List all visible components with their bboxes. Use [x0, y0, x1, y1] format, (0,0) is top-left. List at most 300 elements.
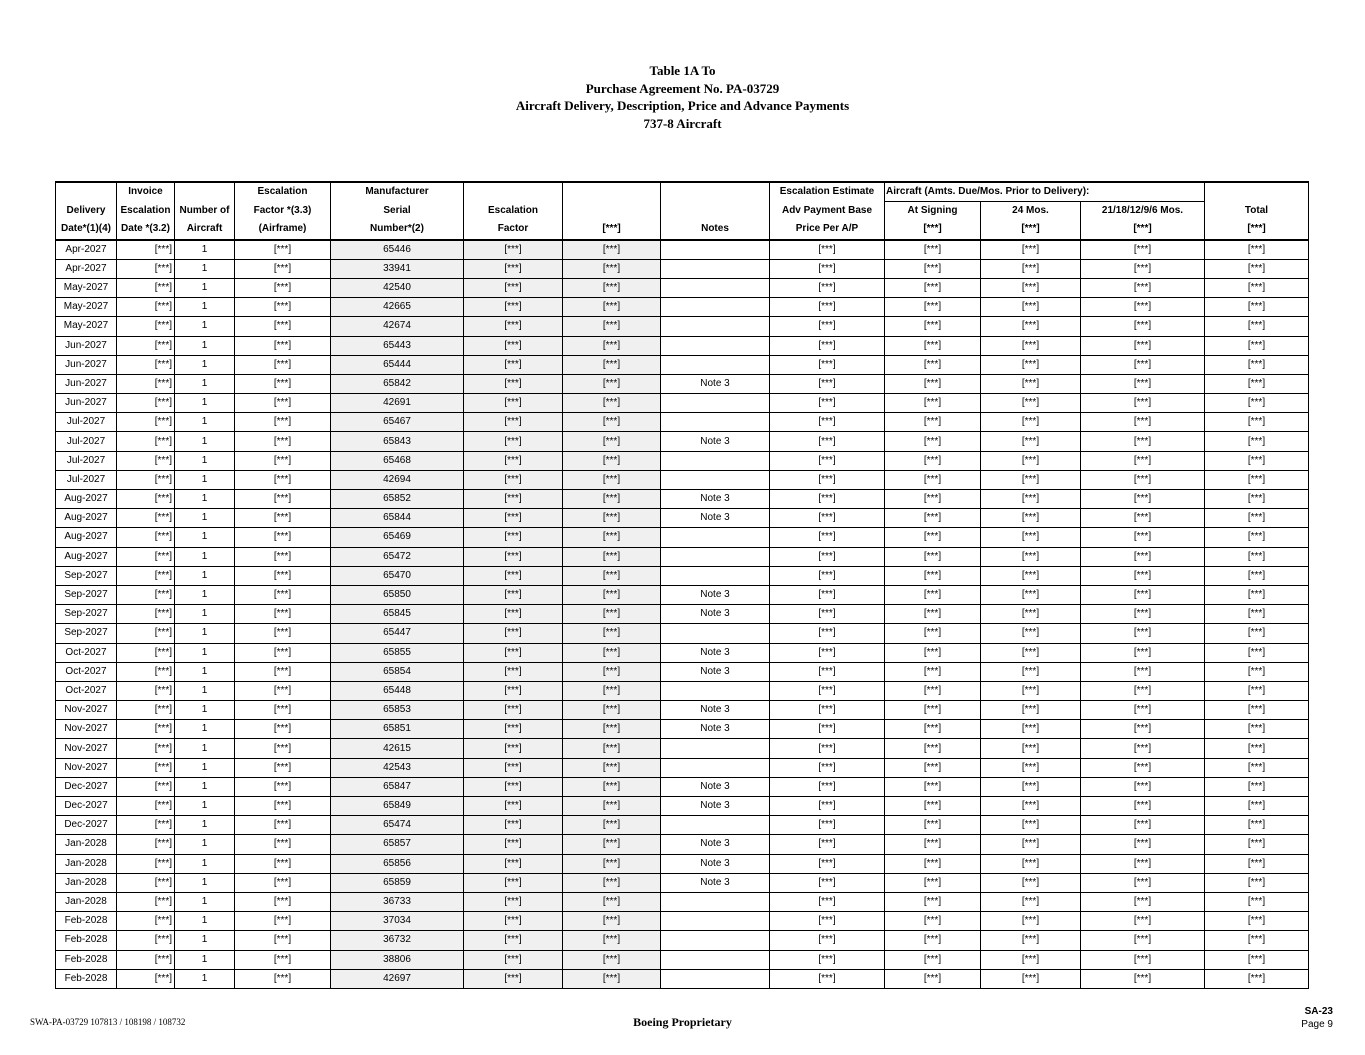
delivery-date-cell: Apr-2027: [56, 240, 117, 260]
escalation-factor-cell: [***]: [464, 739, 563, 758]
escalation-factor-airframe-cell: [***]: [235, 816, 331, 835]
escalation-factor-airframe-cell: [***]: [235, 950, 331, 969]
21-18-12-9-6-mos-cell: [***]: [1081, 259, 1205, 278]
table-row: [56, 509, 1309, 528]
total-cell: [***]: [1205, 892, 1309, 911]
number-of-aircraft-cell: 1: [175, 470, 235, 489]
table-row: [56, 624, 1309, 643]
invoice-escalation-date-cell: [***]: [117, 643, 175, 662]
notes-cell: [661, 278, 770, 297]
24-mos-cell: [***]: [981, 240, 1081, 260]
table-row: [56, 336, 1309, 355]
header-cell: [1205, 182, 1309, 202]
escalation-factor-cell: [***]: [464, 931, 563, 950]
at-signing-cell: [***]: [885, 643, 981, 662]
total-cell: [***]: [1205, 662, 1309, 681]
at-signing-cell: [***]: [885, 355, 981, 374]
escalation-factor-cell: [***]: [464, 374, 563, 393]
invoice-escalation-date-cell: [***]: [117, 777, 175, 796]
escalation-factor-cell: [***]: [464, 451, 563, 470]
adv-payment-base-price-cell: [***]: [770, 854, 885, 873]
number-of-aircraft-cell: 1: [175, 624, 235, 643]
24-mos-cell: [***]: [981, 777, 1081, 796]
21-18-12-9-6-mos-cell: [***]: [1081, 470, 1205, 489]
header-cell: Delivery: [56, 202, 117, 221]
notes-cell: Note 3: [661, 585, 770, 604]
table-row: [56, 566, 1309, 585]
24-mos-cell: [***]: [981, 643, 1081, 662]
24-mos-cell: [***]: [981, 835, 1081, 854]
at-signing-cell: [***]: [885, 873, 981, 892]
redacted-value-cell: [***]: [563, 451, 661, 470]
invoice-escalation-date-cell: [***]: [117, 605, 175, 624]
delivery-date-cell: Sep-2027: [56, 624, 117, 643]
notes-cell: [661, 394, 770, 413]
adv-payment-base-price-cell: [***]: [770, 912, 885, 931]
manufacturer-serial-number-cell: 65469: [331, 528, 464, 547]
redacted-value-cell: [***]: [563, 701, 661, 720]
invoice-escalation-date-cell: [***]: [117, 374, 175, 393]
manufacturer-serial-number-cell: 33941: [331, 259, 464, 278]
delivery-date-cell: Jul-2027: [56, 413, 117, 432]
total-cell: [***]: [1205, 490, 1309, 509]
redacted-value-cell: [***]: [563, 950, 661, 969]
total-cell: [***]: [1205, 681, 1309, 700]
notes-cell: Note 3: [661, 509, 770, 528]
adv-payment-base-price-cell: [***]: [770, 701, 885, 720]
delivery-date-cell: Jul-2027: [56, 470, 117, 489]
24-mos-cell: [***]: [981, 413, 1081, 432]
notes-cell: Note 3: [661, 777, 770, 796]
title-line-table: Table 1A To: [649, 63, 716, 78]
header-cell: 24 Mos.: [981, 202, 1081, 221]
total-cell: [***]: [1205, 585, 1309, 604]
total-cell: [***]: [1205, 931, 1309, 950]
escalation-factor-airframe-cell: [***]: [235, 413, 331, 432]
escalation-factor-cell: [***]: [464, 298, 563, 317]
manufacturer-serial-number-cell: 65470: [331, 566, 464, 585]
header-cell: [175, 182, 235, 202]
delivery-date-cell: Jan-2028: [56, 854, 117, 873]
delivery-schedule-table: [55, 181, 1309, 989]
manufacturer-serial-number-cell: 65844: [331, 509, 464, 528]
delivery-date-cell: Apr-2027: [56, 259, 117, 278]
escalation-factor-airframe-cell: [***]: [235, 374, 331, 393]
invoice-escalation-date-cell: [***]: [117, 797, 175, 816]
invoice-escalation-date-cell: [***]: [117, 336, 175, 355]
redacted-value-cell: [***]: [563, 259, 661, 278]
at-signing-cell: [***]: [885, 681, 981, 700]
24-mos-cell: [***]: [981, 336, 1081, 355]
total-cell: [***]: [1205, 566, 1309, 585]
21-18-12-9-6-mos-cell: [***]: [1081, 278, 1205, 297]
at-signing-cell: [***]: [885, 701, 981, 720]
notes-cell: [661, 758, 770, 777]
invoice-escalation-date-cell: [***]: [117, 298, 175, 317]
manufacturer-serial-number-cell: 65855: [331, 643, 464, 662]
page-footer-right: [1301, 1005, 1333, 1031]
document-reference: SWA-PA-03729 107813 / 108198 / 108732: [30, 1017, 186, 1027]
adv-payment-base-price-cell: [***]: [770, 662, 885, 681]
delivery-date-cell: Jun-2027: [56, 355, 117, 374]
table-row: [56, 777, 1309, 796]
notes-cell: [661, 969, 770, 988]
adv-payment-base-price-cell: [***]: [770, 490, 885, 509]
24-mos-cell: [***]: [981, 490, 1081, 509]
escalation-factor-cell: [***]: [464, 624, 563, 643]
invoice-escalation-date-cell: [***]: [117, 451, 175, 470]
table-row: [56, 605, 1309, 624]
adv-payment-base-price-cell: [***]: [770, 835, 885, 854]
escalation-factor-airframe-cell: [***]: [235, 355, 331, 374]
24-mos-cell: [***]: [981, 739, 1081, 758]
notes-cell: [661, 739, 770, 758]
21-18-12-9-6-mos-cell: [***]: [1081, 892, 1205, 911]
header-cell: Manufacturer: [331, 182, 464, 202]
delivery-date-cell: Aug-2027: [56, 509, 117, 528]
redacted-value-cell: [***]: [563, 624, 661, 643]
invoice-escalation-date-cell: [***]: [117, 259, 175, 278]
notes-cell: Note 3: [661, 662, 770, 681]
at-signing-cell: [***]: [885, 509, 981, 528]
invoice-escalation-date-cell: [***]: [117, 317, 175, 336]
redacted-value-cell: [***]: [563, 490, 661, 509]
delivery-date-cell: Nov-2027: [56, 739, 117, 758]
adv-payment-base-price-cell: [***]: [770, 816, 885, 835]
adv-payment-base-price-cell: [***]: [770, 797, 885, 816]
delivery-date-cell: May-2027: [56, 317, 117, 336]
notes-cell: [661, 528, 770, 547]
escalation-factor-airframe-cell: [***]: [235, 681, 331, 700]
escalation-factor-cell: [***]: [464, 470, 563, 489]
21-18-12-9-6-mos-cell: [***]: [1081, 739, 1205, 758]
manufacturer-serial-number-cell: 42615: [331, 739, 464, 758]
header-cell: [***]: [563, 220, 661, 239]
delivery-date-cell: Jan-2028: [56, 892, 117, 911]
table-row: [56, 432, 1309, 451]
table-row: [56, 451, 1309, 470]
escalation-factor-cell: [***]: [464, 317, 563, 336]
delivery-date-cell: Feb-2028: [56, 969, 117, 988]
delivery-date-cell: Sep-2027: [56, 585, 117, 604]
redacted-value-cell: [***]: [563, 547, 661, 566]
total-cell: [***]: [1205, 969, 1309, 988]
header-cell: [***]: [885, 220, 981, 239]
notes-cell: Note 3: [661, 720, 770, 739]
header-cell: Escalation: [464, 202, 563, 221]
adv-payment-base-price-cell: [***]: [770, 950, 885, 969]
manufacturer-serial-number-cell: 42697: [331, 969, 464, 988]
escalation-factor-cell: [***]: [464, 969, 563, 988]
manufacturer-serial-number-cell: 65853: [331, 701, 464, 720]
notes-cell: [661, 624, 770, 643]
at-signing-cell: [***]: [885, 413, 981, 432]
manufacturer-serial-number-cell: 65854: [331, 662, 464, 681]
table-row: [56, 969, 1309, 988]
21-18-12-9-6-mos-cell: [***]: [1081, 317, 1205, 336]
invoice-escalation-date-cell: [***]: [117, 912, 175, 931]
table-row: [56, 662, 1309, 681]
notes-cell: Note 3: [661, 701, 770, 720]
header-cell: Escalation Estimate: [770, 182, 885, 202]
notes-cell: Note 3: [661, 605, 770, 624]
24-mos-cell: [***]: [981, 854, 1081, 873]
number-of-aircraft-cell: 1: [175, 969, 235, 988]
at-signing-cell: [***]: [885, 298, 981, 317]
24-mos-cell: [***]: [981, 720, 1081, 739]
table-row: [56, 394, 1309, 413]
invoice-escalation-date-cell: [***]: [117, 240, 175, 260]
table-row: [56, 816, 1309, 835]
redacted-value-cell: [***]: [563, 394, 661, 413]
at-signing-cell: [***]: [885, 624, 981, 643]
table-row: [56, 797, 1309, 816]
header-cell: Escalation: [235, 182, 331, 202]
escalation-factor-airframe-cell: [***]: [235, 566, 331, 585]
24-mos-cell: [***]: [981, 566, 1081, 585]
number-of-aircraft-cell: 1: [175, 394, 235, 413]
escalation-factor-airframe-cell: [***]: [235, 624, 331, 643]
table-row: [56, 490, 1309, 509]
number-of-aircraft-cell: 1: [175, 643, 235, 662]
redacted-value-cell: [***]: [563, 892, 661, 911]
adv-payment-base-price-cell: [***]: [770, 259, 885, 278]
number-of-aircraft-cell: 1: [175, 259, 235, 278]
manufacturer-serial-number-cell: 65446: [331, 240, 464, 260]
notes-cell: [661, 931, 770, 950]
table-row: [56, 643, 1309, 662]
header-cell: Factor: [464, 220, 563, 239]
header-cell: Escalation: [117, 202, 175, 221]
adv-payment-base-price-cell: [***]: [770, 777, 885, 796]
21-18-12-9-6-mos-cell: [***]: [1081, 355, 1205, 374]
adv-payment-base-price-cell: [***]: [770, 624, 885, 643]
redacted-value-cell: [***]: [563, 720, 661, 739]
escalation-factor-cell: [***]: [464, 605, 563, 624]
adv-payment-base-price-cell: [***]: [770, 336, 885, 355]
table-row: [56, 835, 1309, 854]
delivery-date-cell: Nov-2027: [56, 758, 117, 777]
invoice-escalation-date-cell: [***]: [117, 585, 175, 604]
manufacturer-serial-number-cell: 42691: [331, 394, 464, 413]
manufacturer-serial-number-cell: 65467: [331, 413, 464, 432]
header-cell: Number of: [175, 202, 235, 221]
invoice-escalation-date-cell: [***]: [117, 835, 175, 854]
table-row: [56, 873, 1309, 892]
number-of-aircraft-cell: 1: [175, 720, 235, 739]
adv-payment-base-price-cell: [***]: [770, 681, 885, 700]
adv-payment-base-price-cell: [***]: [770, 969, 885, 988]
escalation-factor-airframe-cell: [***]: [235, 240, 331, 260]
notes-cell: Note 3: [661, 797, 770, 816]
number-of-aircraft-cell: 1: [175, 758, 235, 777]
table-row: [56, 413, 1309, 432]
escalation-factor-airframe-cell: [***]: [235, 394, 331, 413]
manufacturer-serial-number-cell: 65856: [331, 854, 464, 873]
notes-cell: Note 3: [661, 432, 770, 451]
notes-cell: Note 3: [661, 374, 770, 393]
adv-payment-base-price-cell: [***]: [770, 317, 885, 336]
manufacturer-serial-number-cell: 65444: [331, 355, 464, 374]
invoice-escalation-date-cell: [***]: [117, 816, 175, 835]
manufacturer-serial-number-cell: 65443: [331, 336, 464, 355]
invoice-escalation-date-cell: [***]: [117, 950, 175, 969]
24-mos-cell: [***]: [981, 585, 1081, 604]
manufacturer-serial-number-cell: 36733: [331, 892, 464, 911]
manufacturer-serial-number-cell: 42543: [331, 758, 464, 777]
21-18-12-9-6-mos-cell: [***]: [1081, 413, 1205, 432]
manufacturer-serial-number-cell: 37034: [331, 912, 464, 931]
redacted-value-cell: [***]: [563, 240, 661, 260]
adv-payment-base-price-cell: [***]: [770, 643, 885, 662]
escalation-factor-airframe-cell: [***]: [235, 854, 331, 873]
number-of-aircraft-cell: 1: [175, 432, 235, 451]
number-of-aircraft-cell: 1: [175, 451, 235, 470]
total-cell: [***]: [1205, 912, 1309, 931]
24-mos-cell: [***]: [981, 662, 1081, 681]
number-of-aircraft-cell: 1: [175, 835, 235, 854]
redacted-value-cell: [***]: [563, 969, 661, 988]
delivery-date-cell: Jan-2028: [56, 873, 117, 892]
redacted-value-cell: [***]: [563, 873, 661, 892]
header-cell: [***]: [1205, 220, 1309, 239]
escalation-factor-cell: [***]: [464, 950, 563, 969]
escalation-factor-cell: [***]: [464, 509, 563, 528]
escalation-factor-airframe-cell: [***]: [235, 739, 331, 758]
total-cell: [***]: [1205, 873, 1309, 892]
delivery-date-cell: Oct-2027: [56, 643, 117, 662]
table-row: [56, 470, 1309, 489]
title-line-description: Aircraft Delivery, Description, Price and Advance Payments: [515, 98, 850, 113]
manufacturer-serial-number-cell: 65474: [331, 816, 464, 835]
redacted-value-cell: [***]: [563, 336, 661, 355]
number-of-aircraft-cell: 1: [175, 566, 235, 585]
notes-cell: [661, 470, 770, 489]
total-cell: [***]: [1205, 816, 1309, 835]
redacted-value-cell: [***]: [563, 374, 661, 393]
table-row: [56, 739, 1309, 758]
escalation-factor-cell: [***]: [464, 432, 563, 451]
delivery-date-cell: Oct-2027: [56, 681, 117, 700]
total-cell: [***]: [1205, 470, 1309, 489]
delivery-date-cell: Dec-2027: [56, 797, 117, 816]
at-signing-cell: [***]: [885, 662, 981, 681]
adv-payment-base-price-cell: [***]: [770, 892, 885, 911]
invoice-escalation-date-cell: [***]: [117, 701, 175, 720]
total-cell: [***]: [1205, 624, 1309, 643]
number-of-aircraft-cell: 1: [175, 317, 235, 336]
escalation-factor-airframe-cell: [***]: [235, 605, 331, 624]
header-cell: [661, 202, 770, 221]
total-cell: [***]: [1205, 451, 1309, 470]
21-18-12-9-6-mos-cell: [***]: [1081, 854, 1205, 873]
24-mos-cell: [***]: [981, 931, 1081, 950]
redacted-value-cell: [***]: [563, 470, 661, 489]
number-of-aircraft-cell: 1: [175, 816, 235, 835]
escalation-factor-airframe-cell: [***]: [235, 259, 331, 278]
24-mos-cell: [***]: [981, 816, 1081, 835]
redacted-value-cell: [***]: [563, 681, 661, 700]
24-mos-cell: [***]: [981, 470, 1081, 489]
escalation-factor-airframe-cell: [***]: [235, 912, 331, 931]
at-signing-cell: [***]: [885, 240, 981, 260]
total-cell: [***]: [1205, 758, 1309, 777]
total-cell: [***]: [1205, 298, 1309, 317]
redacted-value-cell: [***]: [563, 816, 661, 835]
total-cell: [***]: [1205, 739, 1309, 758]
table-row: [56, 547, 1309, 566]
manufacturer-serial-number-cell: 65843: [331, 432, 464, 451]
redacted-value-cell: [***]: [563, 912, 661, 931]
adv-payment-base-price-cell: [***]: [770, 355, 885, 374]
total-cell: [***]: [1205, 413, 1309, 432]
delivery-date-cell: Sep-2027: [56, 566, 117, 585]
delivery-date-cell: May-2027: [56, 278, 117, 297]
notes-cell: [661, 355, 770, 374]
adv-payment-base-price-cell: [***]: [770, 451, 885, 470]
escalation-factor-airframe-cell: [***]: [235, 777, 331, 796]
escalation-factor-cell: [***]: [464, 816, 563, 835]
invoice-escalation-date-cell: [***]: [117, 355, 175, 374]
table-row: [56, 355, 1309, 374]
escalation-factor-cell: [***]: [464, 643, 563, 662]
total-cell: [***]: [1205, 374, 1309, 393]
escalation-factor-airframe-cell: [***]: [235, 509, 331, 528]
number-of-aircraft-cell: 1: [175, 797, 235, 816]
table-header: [56, 182, 1309, 240]
escalation-factor-cell: [***]: [464, 259, 563, 278]
table-row: [56, 950, 1309, 969]
21-18-12-9-6-mos-cell: [***]: [1081, 681, 1205, 700]
delivery-date-cell: Jan-2028: [56, 835, 117, 854]
escalation-factor-cell: [***]: [464, 394, 563, 413]
escalation-factor-airframe-cell: [***]: [235, 432, 331, 451]
notes-cell: [661, 413, 770, 432]
escalation-factor-cell: [***]: [464, 662, 563, 681]
header-cell: [***]: [981, 220, 1081, 239]
invoice-escalation-date-cell: [***]: [117, 490, 175, 509]
24-mos-cell: [***]: [981, 259, 1081, 278]
number-of-aircraft-cell: 1: [175, 931, 235, 950]
notes-cell: [661, 566, 770, 585]
at-signing-cell: [***]: [885, 969, 981, 988]
redacted-value-cell: [***]: [563, 317, 661, 336]
at-signing-cell: [***]: [885, 336, 981, 355]
delivery-date-cell: Nov-2027: [56, 701, 117, 720]
number-of-aircraft-cell: 1: [175, 950, 235, 969]
at-signing-cell: [***]: [885, 854, 981, 873]
invoice-escalation-date-cell: [***]: [117, 547, 175, 566]
manufacturer-serial-number-cell: 65857: [331, 835, 464, 854]
number-of-aircraft-cell: 1: [175, 336, 235, 355]
at-signing-cell: [***]: [885, 490, 981, 509]
redacted-value-cell: [***]: [563, 528, 661, 547]
manufacturer-serial-number-cell: 42694: [331, 470, 464, 489]
number-of-aircraft-cell: 1: [175, 701, 235, 720]
escalation-factor-airframe-cell: [***]: [235, 278, 331, 297]
header-cell: Invoice: [117, 182, 175, 202]
header-cell: [563, 202, 661, 221]
21-18-12-9-6-mos-cell: [***]: [1081, 394, 1205, 413]
invoice-escalation-date-cell: [***]: [117, 662, 175, 681]
notes-cell: [661, 892, 770, 911]
24-mos-cell: [***]: [981, 394, 1081, 413]
21-18-12-9-6-mos-cell: [***]: [1081, 701, 1205, 720]
number-of-aircraft-cell: 1: [175, 278, 235, 297]
total-cell: [***]: [1205, 259, 1309, 278]
escalation-factor-cell: [***]: [464, 240, 563, 260]
21-18-12-9-6-mos-cell: [***]: [1081, 758, 1205, 777]
